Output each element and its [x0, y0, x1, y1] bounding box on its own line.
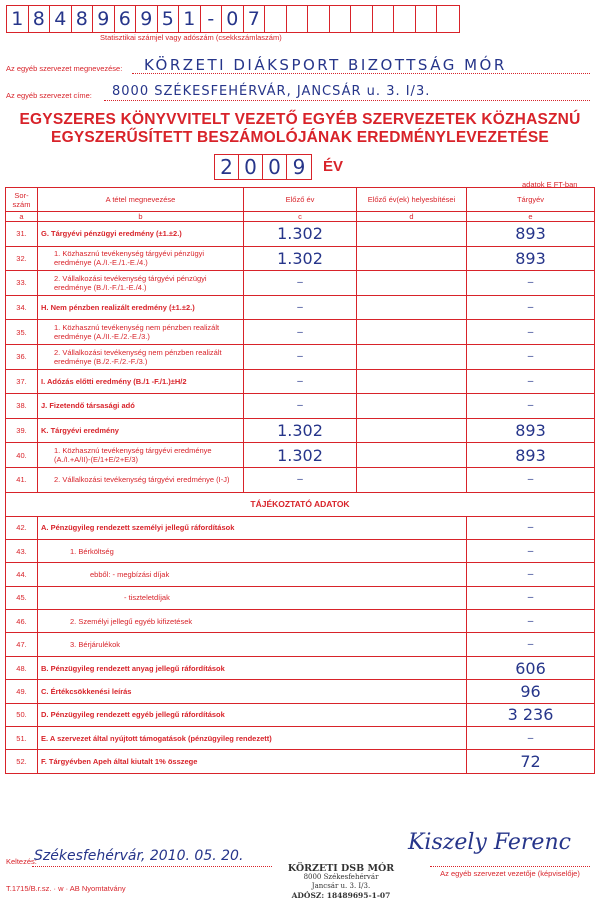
- row-label: 2. Vállalkozási tevékenység tárgyévi pénzügyi eredménye (B./I.-F./1.-E./4.): [38, 271, 244, 296]
- adjust-value: [357, 443, 467, 468]
- form-code: T.1715/B.r.sz. · w · AB Nyomtatvány: [6, 884, 126, 893]
- signature-caption: Az egyéb szervezet vezetője (képviselője): [440, 869, 580, 878]
- signature-underline: [430, 866, 590, 867]
- stat-digit-box: [416, 6, 438, 32]
- table-row: [6, 727, 595, 750]
- row-number: 51.: [6, 727, 38, 750]
- row-number: 49.: [6, 680, 38, 703]
- stat-digit-box: 8: [29, 6, 51, 32]
- current-year-value: 893: [467, 443, 595, 468]
- table-row: [6, 443, 595, 468]
- table-row: [6, 394, 595, 419]
- row-label: F. Tárgyévben Apeh által kiutalt 1% összege: [38, 750, 467, 773]
- organization-stamp: [286, 864, 396, 900]
- table-row: [6, 680, 595, 703]
- stamp-line2: 8000 Székesfehérvár: [303, 873, 379, 881]
- table-row: [6, 418, 595, 443]
- header-adjust: Előző év(ek) helyesbítései: [357, 188, 467, 212]
- current-year-value: 893: [467, 418, 595, 443]
- row-label: 1. Közhasznú tevékenység tárgyévi pénzügyi eredménye (A./I.-E./1.-E./4.): [38, 246, 244, 271]
- adjust-value: [357, 222, 467, 247]
- current-year-value: –: [467, 539, 595, 562]
- row-label: 1. Közhasznú tevékenység nem pénzben realizált eredménye (A./II.-E./2.-E./3.): [38, 320, 244, 345]
- year-digit-box: 0: [239, 155, 263, 179]
- table-row: [6, 610, 595, 633]
- row-label: I. Adózás előtti eredmény (B./1 -F./1.)±H/2: [38, 369, 244, 394]
- table-row: [6, 750, 595, 773]
- page-title-line1: EGYSZERES KÖNYVVITELT VEZETŐ EGYÉB SZERVEZETEK KÖZHASZNÚ: [19, 111, 581, 128]
- prev-year-value: 1.302: [244, 418, 357, 443]
- row-number: 39.: [6, 418, 38, 443]
- row-label: C. Értékcsökkenési leírás: [38, 680, 467, 703]
- row-number: 44.: [6, 563, 38, 586]
- row-label: - tiszteletdíjak: [38, 586, 467, 609]
- letter-c: c: [244, 212, 357, 222]
- date-underline: [32, 866, 272, 867]
- org-name-value: KÖRZETI DIÁKSPORT BIZOTTSÁG MÓR: [144, 56, 507, 74]
- prev-year-value: 1.302: [244, 443, 357, 468]
- signature: Kiszely Ferenc: [408, 830, 571, 855]
- adjust-value: [357, 271, 467, 296]
- table-row: [6, 320, 595, 345]
- current-year-value: –: [467, 295, 595, 320]
- row-label: 2. Vállalkozási tevékenység nem pénzben realizált eredménye (B./2.-F./2.-F./3.): [38, 344, 244, 369]
- stat-digit-box: 6: [115, 6, 137, 32]
- current-year-value: –: [467, 320, 595, 345]
- current-year-value: –: [467, 394, 595, 419]
- adjust-value: [357, 467, 467, 492]
- current-year-value: 3 236: [467, 703, 595, 726]
- row-label: ebből: - megbízási díjak: [38, 563, 467, 586]
- row-label: 2. Személyi jellegű egyéb kifizetések: [38, 610, 467, 633]
- current-year-value: 893: [467, 222, 595, 247]
- adjust-value: [357, 246, 467, 271]
- row-label: G. Tárgyévi pénzügyi eredmény (±1.±2.): [38, 222, 244, 247]
- org-name-label: Az egyéb szervezet megnevezése:: [6, 64, 123, 73]
- stat-digit-box: [330, 6, 352, 32]
- row-label: 3. Bérjárulékok: [38, 633, 467, 656]
- row-number: 31.: [6, 222, 38, 247]
- year-digit-box: 0: [263, 155, 287, 179]
- row-number: 47.: [6, 633, 38, 656]
- prev-year-value: –: [244, 295, 357, 320]
- row-number: 35.: [6, 320, 38, 345]
- current-year-value: –: [467, 563, 595, 586]
- current-year-value: –: [467, 467, 595, 492]
- header-sorszam: Sor- szám: [6, 188, 38, 212]
- stat-digit-box: 5: [158, 6, 180, 32]
- prev-year-value: –: [244, 467, 357, 492]
- row-number: 41.: [6, 467, 38, 492]
- info-heading: TÁJÉKOZTATÓ ADATOK: [6, 492, 595, 516]
- row-label: D. Pénzügyileg rendezett egyéb jellegű ráfordítások: [38, 703, 467, 726]
- row-label: A. Pénzügyileg rendezett személyi jellegű ráfordítások: [38, 516, 467, 539]
- stat-number-caption: Statisztikai számjel vagy adószám (csekkszámlaszám): [100, 33, 282, 42]
- letter-e: e: [467, 212, 595, 222]
- row-number: 43.: [6, 539, 38, 562]
- row-label: E. A szervezet által nyújtott támogatások (pénzügyileg rendezett): [38, 727, 467, 750]
- prev-year-value: 1.302: [244, 222, 357, 247]
- prev-year-value: –: [244, 394, 357, 419]
- adjust-value: [357, 344, 467, 369]
- current-year-value: –: [467, 727, 595, 750]
- table-row: [6, 539, 595, 562]
- header-current: Tárgyév: [467, 188, 595, 212]
- page-title-line2: EGYSZERŰSÍTETT BESZÁMOLÓJÁNAK EREDMÉNYLEVEZETÉSE: [51, 129, 549, 146]
- current-year-value: –: [467, 586, 595, 609]
- row-number: 45.: [6, 586, 38, 609]
- stamp-line1: KÖRZETI DSB MÓR: [287, 863, 395, 874]
- stat-digit-box: 8: [72, 6, 94, 32]
- units-note: adatok E FT-ban: [522, 180, 578, 189]
- prev-year-value: –: [244, 320, 357, 345]
- letter-d: d: [357, 212, 467, 222]
- org-address-label: Az egyéb szervezet címe:: [6, 91, 92, 100]
- stat-digit-box: [287, 6, 309, 32]
- table-row: [6, 656, 595, 679]
- date-label: Keltezés:: [6, 857, 37, 866]
- stat-number-boxes: [6, 5, 460, 33]
- letter-b: b: [38, 212, 244, 222]
- stat-digit-box: -: [201, 6, 223, 32]
- row-number: 48.: [6, 656, 38, 679]
- stat-digit-box: [308, 6, 330, 32]
- stat-digit-box: [437, 6, 459, 32]
- row-label: H. Nem pénzben realizált eredmény (±1.±2.): [38, 295, 244, 320]
- current-year-value: –: [467, 369, 595, 394]
- org-address-value: 8000 SZÉKESFEHÉRVÁR, JANCSÁR u. 3. I/3.: [112, 84, 431, 99]
- table-row: [6, 563, 595, 586]
- date-value: Székesfehérvár, 2010. 05. 20.: [34, 848, 244, 864]
- current-year-value: 96: [467, 680, 595, 703]
- row-label: 1. Közhasznú tevékenység tárgyévi eredménye (A./I.+A/II)-(E/1+E/2+E/3): [38, 443, 244, 468]
- table-row: [6, 467, 595, 492]
- row-number: 33.: [6, 271, 38, 296]
- year-boxes: [214, 154, 312, 180]
- stat-digit-box: 7: [244, 6, 266, 32]
- row-label: 1. Bérköltség: [38, 539, 467, 562]
- current-year-value: –: [467, 610, 595, 633]
- current-year-value: –: [467, 344, 595, 369]
- prev-year-value: –: [244, 271, 357, 296]
- stat-digit-box: [373, 6, 395, 32]
- row-label: B. Pénzügyileg rendezett anyag jellegű ráfordítások: [38, 656, 467, 679]
- adjust-value: [357, 418, 467, 443]
- table-row: [6, 246, 595, 271]
- header-prev: Előző év: [244, 188, 357, 212]
- stat-digit-box: [394, 6, 416, 32]
- stat-digit-box: [351, 6, 373, 32]
- row-number: 32.: [6, 246, 38, 271]
- row-number: 52.: [6, 750, 38, 773]
- table-row: [6, 271, 595, 296]
- letter-a: a: [6, 212, 38, 222]
- row-number: 36.: [6, 344, 38, 369]
- row-number: 38.: [6, 394, 38, 419]
- row-label: 2. Vállalkozási tevékenység tárgyévi eredménye (I-J): [38, 467, 244, 492]
- stat-digit-box: 9: [93, 6, 115, 32]
- stat-digit-box: 0: [222, 6, 244, 32]
- row-number: 50.: [6, 703, 38, 726]
- row-label: K. Tárgyévi eredmény: [38, 418, 244, 443]
- table-row: [6, 633, 595, 656]
- header-name: A tétel megnevezése: [38, 188, 244, 212]
- stamp-line4: ADÓSZ: 18489695-1-07: [291, 891, 391, 900]
- prev-year-value: 1.302: [244, 246, 357, 271]
- adjust-value: [357, 369, 467, 394]
- current-year-value: 893: [467, 246, 595, 271]
- current-year-value: –: [467, 633, 595, 656]
- table-row: [6, 295, 595, 320]
- table-row: [6, 369, 595, 394]
- current-year-value: –: [467, 516, 595, 539]
- row-number: 34.: [6, 295, 38, 320]
- table-row: [6, 344, 595, 369]
- adjust-value: [357, 295, 467, 320]
- year-digit-box: 9: [292, 155, 306, 179]
- stamp-line3: Jancsár u. 3. I/3.: [311, 882, 371, 890]
- org-address-underline: [104, 100, 590, 101]
- adjust-value: [357, 394, 467, 419]
- year-suffix: ÉV: [323, 158, 344, 175]
- stat-digit-box: 9: [136, 6, 158, 32]
- stat-digit-box: [265, 6, 287, 32]
- row-number: 42.: [6, 516, 38, 539]
- stat-digit-box: 4: [50, 6, 72, 32]
- row-number: 46.: [6, 610, 38, 633]
- result-table: [5, 187, 595, 774]
- current-year-value: 72: [467, 750, 595, 773]
- adjust-value: [357, 320, 467, 345]
- stat-digit-box: 1: [7, 6, 29, 32]
- table-row: [6, 703, 595, 726]
- stat-digit-box: 1: [179, 6, 201, 32]
- current-year-value: 606: [467, 656, 595, 679]
- prev-year-value: –: [244, 344, 357, 369]
- row-number: 37.: [6, 369, 38, 394]
- current-year-value: –: [467, 271, 595, 296]
- table-row: [6, 222, 595, 247]
- table-row: [6, 586, 595, 609]
- prev-year-value: –: [244, 369, 357, 394]
- table-row: [6, 516, 595, 539]
- row-number: 40.: [6, 443, 38, 468]
- year-digit-box: 2: [215, 155, 239, 179]
- row-label: J. Fizetendő társasági adó: [38, 394, 244, 419]
